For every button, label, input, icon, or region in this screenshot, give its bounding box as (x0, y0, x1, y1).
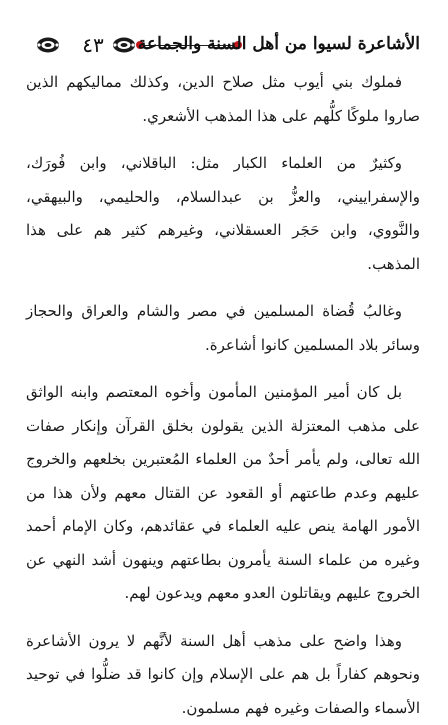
arabesque-ornament-icon (112, 36, 136, 54)
paragraph: وغالبُ قُضاة المسلمين في مصر والشام والعراق والحجاز وسائر بلاد المسلمين كانوا أشاعرة. (26, 295, 420, 362)
paragraph: فملوك بني أيوب مثل صلاح الدين، وكذلك مماليكهم الذين صاروا ملوكًا كلُّهم على هذا المذهب الأشعري. (26, 66, 420, 133)
paragraph: وهذا واضح على مذهب أهل السنة لأنَّهم لا يرون الأشاعرة ونحوهم كفاراً بل هم على الإسلام وإن كانوا قد ضلُّوا في توحيد الأسماء والصفات وغيره فهم مسلمون. (26, 625, 420, 725)
arabesque-ornament-icon (36, 36, 60, 54)
paragraph: وكثيرٌ من العلماء الكبار مثل: الباقلاني، وابن فُورَك، والإسفراييني، والعزُّ بن عبدالسلام، والحليمي، والبيهقي، والنَّووي، وابن حَجَر العسقلاني، وغيرهم كثير هم على هذا المذهب. (26, 147, 420, 281)
page-number: ٤٣ (76, 32, 110, 58)
page-body (26, 66, 420, 725)
running-title: الأشاعرة لسيوا من أهل السنة والجماعة (236, 30, 420, 58)
page-header (26, 30, 420, 64)
paragraph: بل كان أمير المؤمنين المأمون وأخوه المعتصم وابنه الواثق على مذهب المعتزلة الذين يقولون بخلق القرآن وإنكار صفات الله تعالى، ولم يأمر أحدٌ من العلماء المُعتبرين بخلعهم والخروج عليهم وعدم طاعتهم أو القعود عن القتال معهم ولأن هذا من الأمور الهامة ينص عليه العلماء في عقائدهم، وكان الإمام أحمد وغيره من علماء السنة يأمرون بطاعتهم وينهون أشد النهي عن الخروج عليهم ويقاتلون العدو معهم ويدعون لهم. (26, 376, 420, 611)
